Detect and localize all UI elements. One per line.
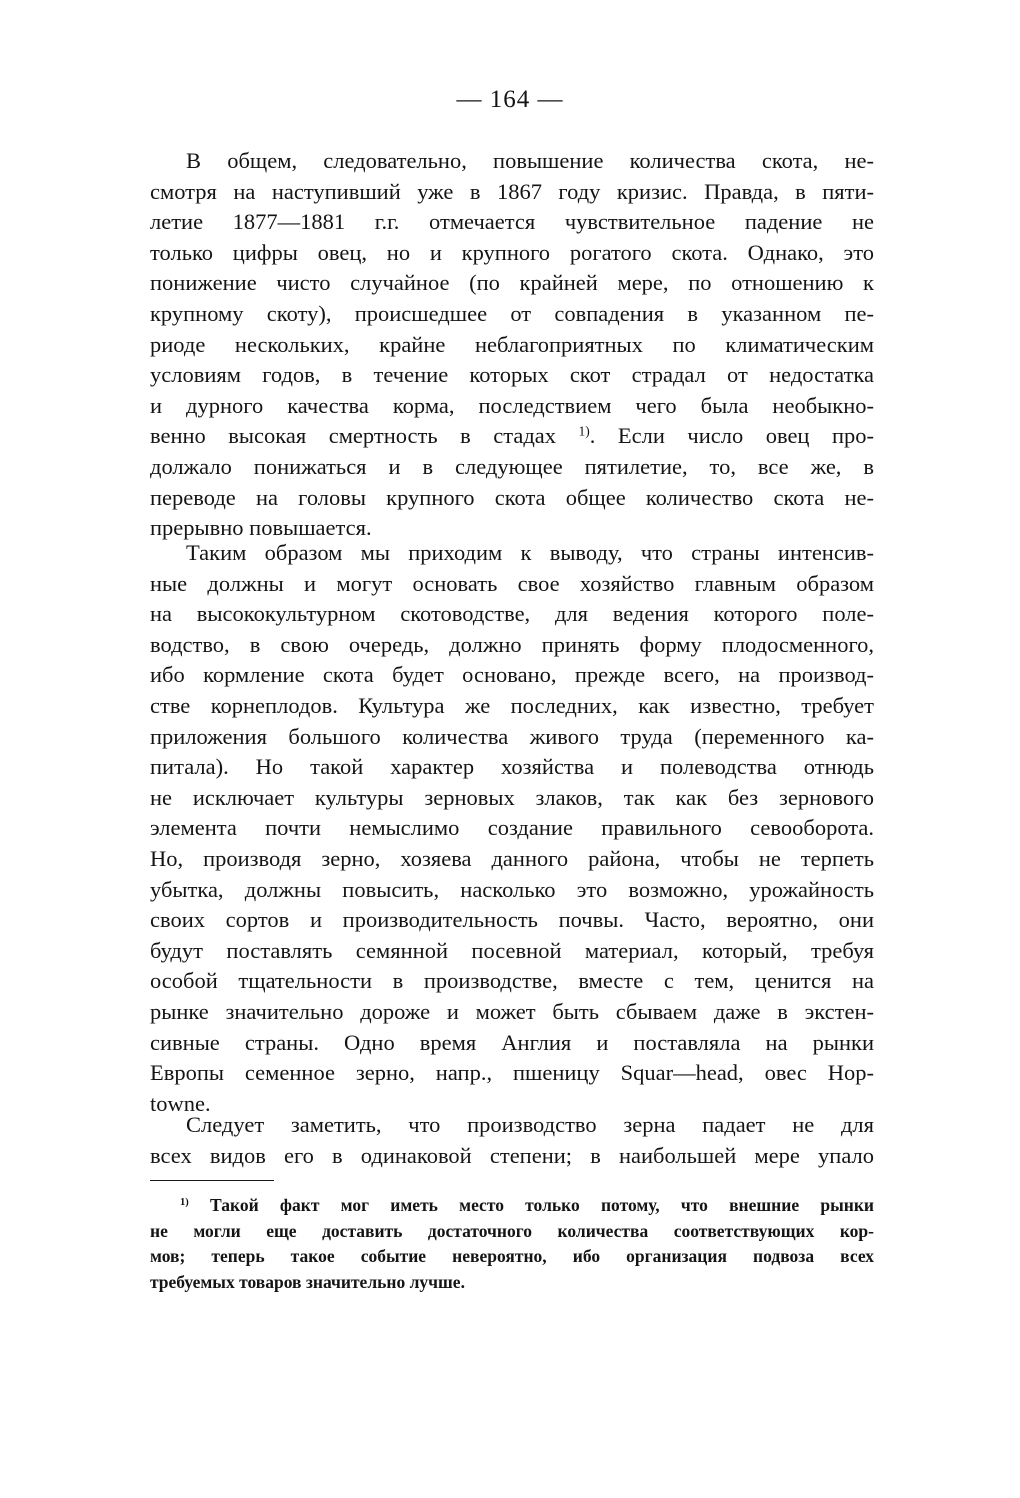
footnote [150, 1193, 874, 1295]
text-line: рынке значительно дороже и может быть сбываем даже в экстен- [150, 998, 874, 1024]
text-line: смотря на наступивший уже в 1867 году кризис. Правда, в пяти- [150, 178, 874, 204]
text-line: питала). Но такой характер хозяйства и полеводства отнюдь [150, 754, 874, 780]
text-line-with-footnote [150, 421, 874, 452]
text-line: должало понижаться и в следующее пятилетие, то, все же, в [150, 453, 874, 479]
page-number: — 164 — [456, 86, 564, 113]
text-line: и дурного качества корма, последствием чего была необыкно- [150, 392, 874, 418]
text-line: Таким образом мы приходим к выводу, что страны интенсив- [186, 540, 874, 565]
text-line: крупному скоту), происшедшее от совпадения в указанном пе- [150, 300, 874, 326]
paragraph-2 [150, 538, 874, 1119]
text-line: сивные страны. Одно время Англия и поставляла на рынки [150, 1029, 874, 1055]
text-segment: венно высокая смертность в стадах [150, 423, 557, 449]
text-line: понижение чисто случайное (по крайней мере, по отношению к [150, 270, 874, 296]
text-line: Следует заметить, что производство зерна падает не для [186, 1112, 874, 1137]
text-line: всех видов его в одинаковой степени; в наибольшей мере упало [150, 1142, 874, 1168]
text-line: риоде нескольких, крайне неблагоприятных по климатическим [150, 331, 874, 357]
text-line: особой тщательности в производстве, вместе с тем, ценится на [150, 968, 874, 994]
text-line: ные должны и могут основать свое хозяйство главным образом [150, 570, 874, 596]
text-line: приложения большого количества живого труда (переменного ка- [150, 723, 874, 749]
footnote-divider [150, 1180, 274, 1181]
text-segment: . Если число овец про- [589, 423, 874, 449]
text-line: прерывно повышается. [150, 515, 372, 541]
text-line: водство, в свою очередь, должно принять форму плодосменного, [150, 631, 874, 657]
footnote-line: требуемых товаров значительно лучше. [150, 1271, 465, 1292]
text-line: В общем, следовательно, повышение количества скота, не- [186, 148, 874, 173]
footnote-reference: 1) [578, 423, 590, 439]
text-line: элемента почти немыслимо создание правильного севооборота. [150, 815, 874, 841]
text-line: своих сортов и производительность почвы. Часто, вероятно, они [150, 907, 874, 933]
text-line: летие 1877—1881 г.г. отмечается чувствительное падение не [150, 209, 874, 235]
paragraph-1 [150, 146, 874, 544]
text-line: убытка, должны повысить, насколько это возможно, урожайность [150, 876, 874, 902]
text-line: ибо кормление скота будет основано, прежде всего, на производ- [150, 662, 874, 688]
text-line: будут поставлять семянной посевной материал, который, требуя [150, 937, 874, 963]
text-line: условиям годов, в течение которых скот страдал от недостатка [150, 362, 874, 388]
footnote-mark: 1) [180, 1197, 189, 1209]
text-line: стве корнеплодов. Культура же последних, как известно, требует [150, 692, 874, 718]
footnote-line [150, 1193, 874, 1219]
text-line: Европы семенное зерно, напр., пшеницу Squar—head, овес Hop- [150, 1060, 874, 1086]
footnote-line: мов; теперь такое событие невероятно, ибо организация подвоза всех [150, 1246, 874, 1266]
text-line: на высококультурном скотоводстве, для ведения которого поле- [150, 601, 874, 627]
footnote-line: не могли еще доставить достаточного количества соответствующих кор- [150, 1220, 874, 1241]
text-line: towne. [150, 1090, 211, 1116]
text-line: Но, производя зерно, хозяева данного района, чтобы не терпеть [150, 845, 874, 871]
text-segment: Такой факт мог иметь место только потому, что внешние рынки [210, 1195, 874, 1215]
paragraph-3 [150, 1110, 874, 1171]
text-line: не исключает культуры зерновых злаков, так как без зернового [150, 784, 874, 810]
text-line: переводе на головы крупного скота общее количество скота не- [150, 484, 874, 510]
text-line: только цифры овец, но и крупного рогатого скота. Однако, это [150, 239, 874, 265]
